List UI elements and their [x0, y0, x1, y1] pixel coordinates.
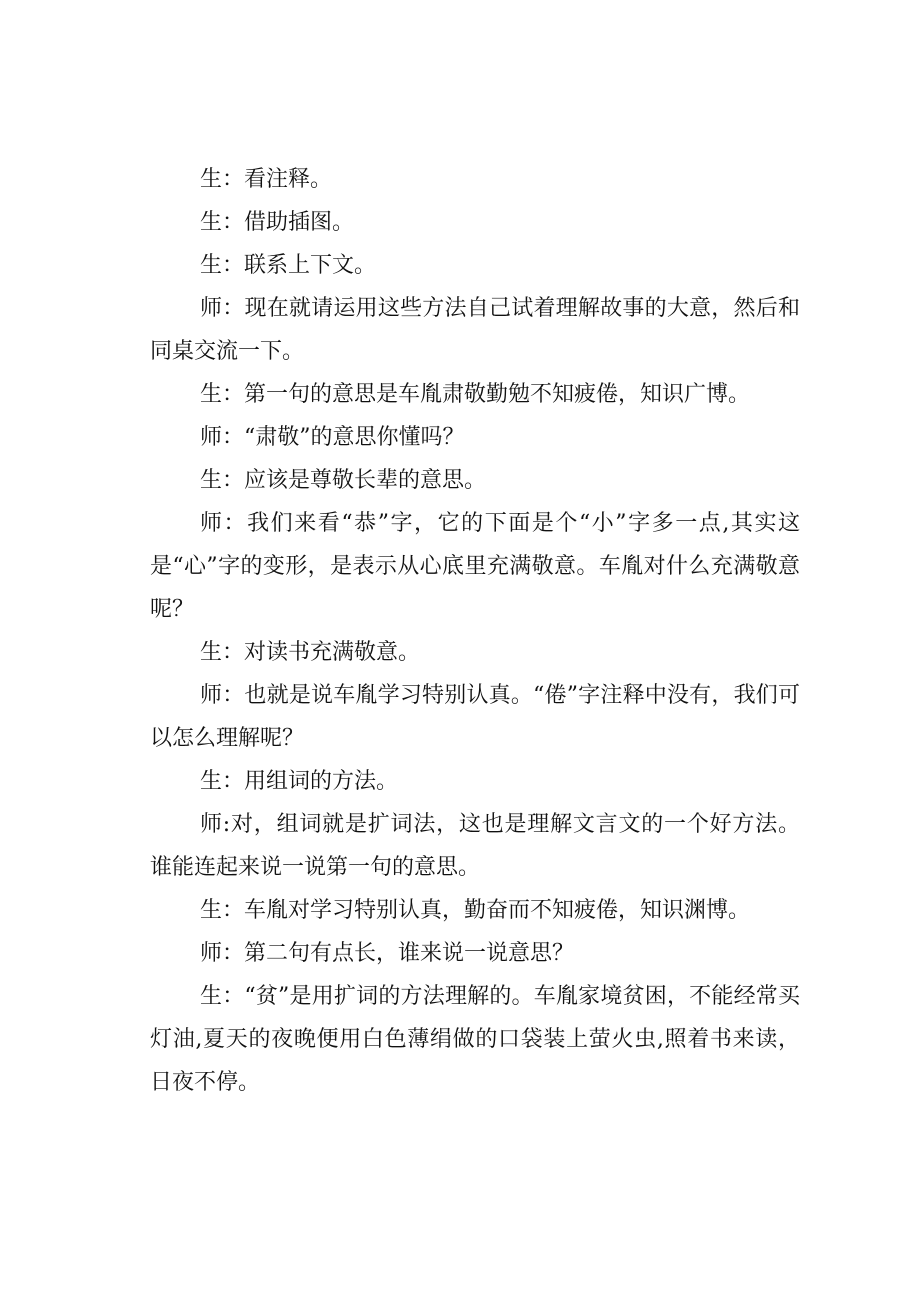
dialogue-text — [150, 158, 800, 1104]
dialogue-line: 生：借助插图。 — [200, 210, 355, 235]
dialogue-line: 师：也就是说车胤学习特别认真。“倦”字注释中没有，我们可以怎么理解呢？ — [150, 683, 800, 751]
dialogue-line: 生：“贫”是用扩词的方法理解的。车胤家境贫困，不能经常买灯油,夏天的夜晚便用白色薄绢做的口袋装上萤火虫,照着书来读，日夜不停。 — [150, 984, 800, 1095]
dialogue-line: 生：第一句的意思是车胤肃敬勤勉不知疲倦，知识广博。 — [200, 382, 751, 407]
dialogue-line: 生：车胤对学习特别认真，勤奋而不知疲倦，知识渊博。 — [200, 898, 751, 923]
dialogue-line: 生：看注释。 — [200, 167, 333, 192]
dialogue-line: 生：用组词的方法。 — [200, 769, 399, 794]
dialogue-line: 师:对，组词就是扩词法，这也是理解文言文的一个好方法。谁能连起来说一说第一句的意思。 — [150, 812, 800, 880]
dialogue-line: 生：应该是尊敬长辈的意思。 — [200, 468, 487, 493]
dialogue-line: 师：现在就请运用这些方法自己试着理解故事的大意，然后和同桌交流一下。 — [150, 296, 800, 364]
dialogue-line: 生：对读书充满敬意。 — [200, 640, 421, 665]
dialogue-line: 师：“肃敬”的意思你懂吗？ — [200, 425, 465, 450]
dialogue-line: 师：第二句有点长，谁来说一说意思？ — [200, 941, 575, 966]
dialogue-line: 生：联系上下文。 — [200, 253, 377, 278]
dialogue-line: 师：我们来看“恭”字，它的下面是个“小”字多一点,其实这是“心”字的变形，是表示从心底里充满敬意。车胤对什么充满敬意呢？ — [150, 511, 800, 622]
